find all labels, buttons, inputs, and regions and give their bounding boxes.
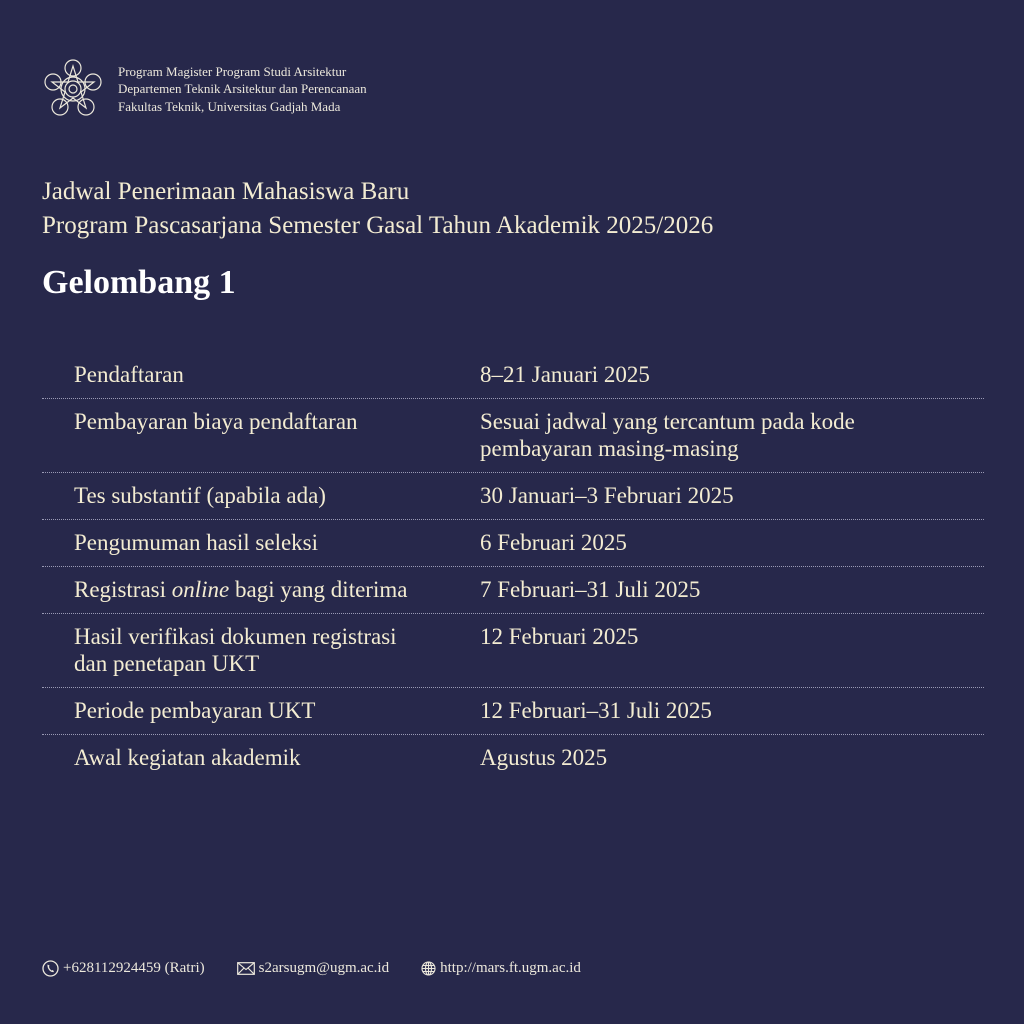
title-line-1: Jadwal Penerimaan Mahasiswa Baru <box>42 178 410 205</box>
phone-icon <box>42 960 59 977</box>
schedule-row <box>42 567 984 614</box>
program-name: Program Magister Program Studi Arsitektur <box>118 63 347 79</box>
label-text: Registrasi <box>74 577 172 602</box>
page-title <box>42 175 713 243</box>
schedule-row <box>42 399 984 473</box>
schedule-row <box>42 614 984 688</box>
title-line-2: Program Pascasarjana Semester Gasal Tahun Akademik 2025/2026 <box>42 212 714 239</box>
schedule-label: Pengumuman hasil seleksi <box>74 530 319 555</box>
schedule-label: Hasil verifikasi dokumen registrasi dan penetapan UKT <box>74 624 397 676</box>
phone-number[interactable]: +628112924459 (Ratri) <box>63 960 205 976</box>
envelope-icon <box>237 962 255 975</box>
contact-email <box>237 960 389 977</box>
label-text: bagi yang diterima <box>229 577 408 602</box>
schedule-value: Agustus 2025 <box>480 745 608 770</box>
schedule-value: 8–21 Januari 2025 <box>480 362 650 387</box>
schedule-row <box>42 735 984 781</box>
schedule-table <box>42 352 984 781</box>
schedule-label: Pendaftaran <box>74 362 184 387</box>
email-address[interactable]: s2arsugm@ugm.ac.id <box>258 960 390 976</box>
contact-footer <box>42 960 613 977</box>
wave-heading: Gelombang 1 <box>42 264 236 301</box>
schedule-value: 12 Februari–31 Juli 2025 <box>480 698 712 723</box>
schedule-value: 7 Februari–31 Juli 2025 <box>480 577 701 602</box>
schedule-label: Periode pembayaran UKT <box>74 698 316 723</box>
schedule-row <box>42 688 984 735</box>
contact-phone <box>42 960 205 977</box>
schedule-label: Pembayaran biaya pendaftaran <box>74 409 358 434</box>
institution-info <box>118 63 367 116</box>
schedule-row <box>42 352 984 399</box>
header <box>42 58 367 120</box>
schedule-value: Sesuai jadwal yang tercantum pada kode pembayaran masing-masing <box>480 409 855 461</box>
schedule-label: Tes substantif (apabila ada) <box>74 483 326 508</box>
contact-website <box>421 960 581 977</box>
schedule-label <box>42 576 480 603</box>
schedule-value: 6 Februari 2025 <box>480 530 627 555</box>
globe-icon <box>421 961 436 976</box>
schedule-label: Awal kegiatan akademik <box>74 745 301 770</box>
website-link[interactable]: http://mars.ft.ugm.ac.id <box>440 960 581 976</box>
label-italic: online <box>171 577 230 602</box>
department-name: Departemen Teknik Arsitektur dan Perencanaan <box>118 81 367 97</box>
schedule-row <box>42 520 984 567</box>
faculty-name: Fakultas Teknik, Universitas Gadjah Mada <box>118 98 341 114</box>
schedule-value: 12 Februari 2025 <box>480 624 639 649</box>
ugm-emblem-icon <box>42 58 104 120</box>
schedule-value: 30 Januari–3 Februari 2025 <box>480 483 734 508</box>
schedule-row <box>42 473 984 520</box>
